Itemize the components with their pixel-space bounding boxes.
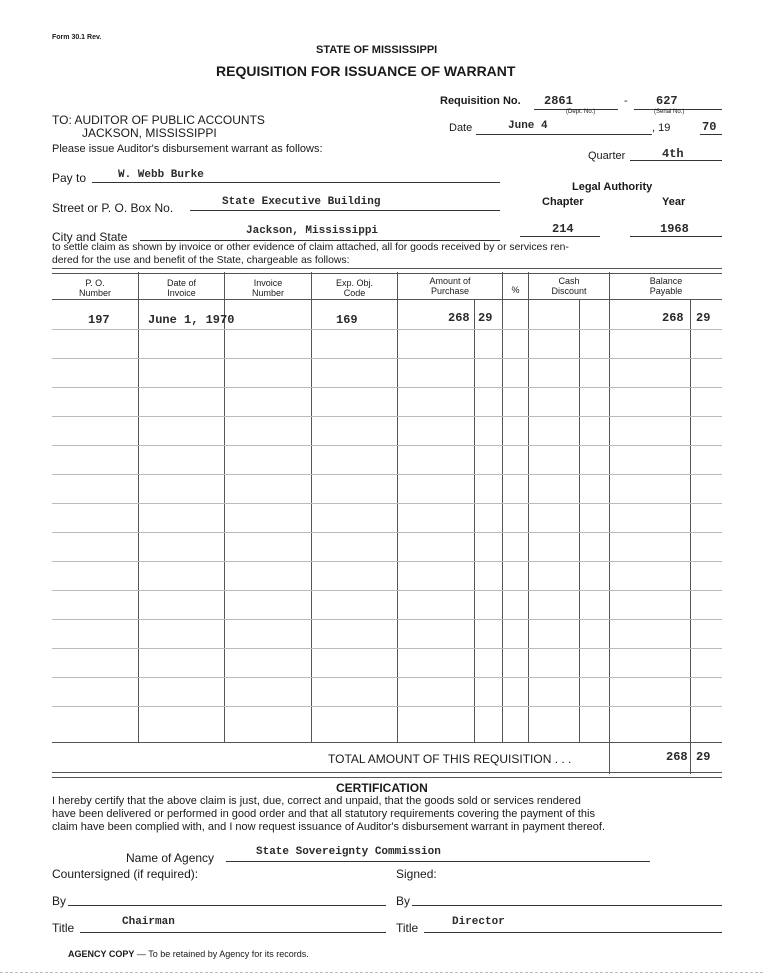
pay-to-label: Pay to <box>52 171 87 185</box>
serial-no: 627 <box>656 94 678 108</box>
legal-authority-title: Legal Authority <box>572 181 653 193</box>
to-instruction: Please issue Auditor's disbursement warrant as follows: <box>52 143 323 155</box>
title-state: STATE OF MISSISSIPPI <box>316 44 438 56</box>
row-amount-dollars: 268 <box>448 311 470 325</box>
header-pct: % <box>511 285 520 295</box>
requisition-label: Requisition No. <box>440 95 521 107</box>
agency-name-label: Name of Agency <box>126 851 215 865</box>
total-dollars: 268 <box>666 750 688 764</box>
header-invoice: Invoice Number <box>251 278 284 298</box>
header-balance: Balance Payable <box>649 276 683 296</box>
chapter-value: 214 <box>552 222 574 236</box>
city-label: City and State <box>52 230 128 244</box>
row-po: 197 <box>88 313 110 327</box>
countersigned-label: Countersigned (if required): <box>52 867 199 881</box>
dept-no-caption: (Dept. No.) <box>566 109 596 115</box>
title-label-left: Title <box>52 921 75 935</box>
year-prefix: , 19 <box>652 122 671 134</box>
bottom-perforation <box>0 972 763 973</box>
title-value-left: Chairman <box>122 916 175 928</box>
quarter-label: Quarter <box>588 150 626 162</box>
table-bottom-border <box>52 772 722 778</box>
certification-line1: I hereby certify that the above claim is just, due, correct and unpaid, that the goods sold or services rendered <box>52 795 581 807</box>
agency-copy-note: — To be retained by Agency for its records. <box>134 949 309 959</box>
by-label-right: By <box>396 894 411 908</box>
settle-text-1: to settle claim as shown by invoice or other evidence of claim attached, all for goods received by or services ren- <box>52 242 569 253</box>
header-date: Date of Invoice <box>166 278 197 298</box>
street-value: State Executive Building <box>222 196 381 208</box>
title-label-right: Title <box>396 921 419 935</box>
row-balance-cents: 29 <box>696 311 711 325</box>
row-amount-cents: 29 <box>478 311 493 325</box>
date-value: June 4 <box>508 120 548 132</box>
to-line2: JACKSON, MISSISSIPPI <box>82 126 217 140</box>
city-value: Jackson, Mississippi <box>246 225 379 237</box>
chapter-label: Chapter <box>542 196 584 208</box>
signed-label: Signed: <box>396 867 437 881</box>
agency-copy-label: AGENCY COPY <box>68 949 135 959</box>
certification-line2: have been delivered or performed in good order and that all statutory requirements covering the payment of this <box>52 808 595 820</box>
total-cents: 29 <box>696 750 711 764</box>
row-date: June 1, 1970 <box>148 313 235 327</box>
total-label: TOTAL AMOUNT OF THIS REQUISITION . . . <box>328 752 572 766</box>
serial-no-caption: (Serial No.) <box>654 109 685 115</box>
dept-no: 2861 <box>544 94 573 108</box>
header-discount: Cash Discount <box>551 276 587 296</box>
form-number: Form 30.1 Rev. <box>52 34 102 41</box>
by-label-left: By <box>52 894 67 908</box>
row-exp: 169 <box>336 313 358 327</box>
header-amount: Amount of Purchase <box>429 276 471 296</box>
agency-name-value: State Sovereignty Commission <box>256 846 441 858</box>
header-po: P. O. Number <box>78 278 111 298</box>
table-top-border <box>52 268 722 274</box>
date-label: Date <box>449 122 473 134</box>
certification-line3: claim have been complied with, and I now request issuance of Auditor's disbursement warrant in payment thereof. <box>52 821 606 833</box>
title-value-right: Director <box>452 916 505 928</box>
title-main: REQUISITION FOR ISSUANCE OF WARRANT <box>216 63 516 79</box>
header-exp: Exp. Obj. Code <box>335 278 373 298</box>
row-balance-dollars: 268 <box>662 311 684 325</box>
footer-note <box>68 949 309 959</box>
street-label: Street or P. O. Box No. <box>52 201 174 215</box>
pay-to-value: W. Webb Burke <box>118 169 204 181</box>
year-value-legal: 1968 <box>660 222 689 236</box>
to-line1: TO: AUDITOR OF PUBLIC ACCOUNTS <box>52 113 265 127</box>
quarter-value: 4th <box>662 147 684 161</box>
settle-text-2: dered for the use and benefit of the State, chargeable as follows: <box>52 255 350 266</box>
year-value: 70 <box>702 120 717 134</box>
year-label: Year <box>662 196 686 208</box>
certification-title: CERTIFICATION <box>336 781 428 795</box>
